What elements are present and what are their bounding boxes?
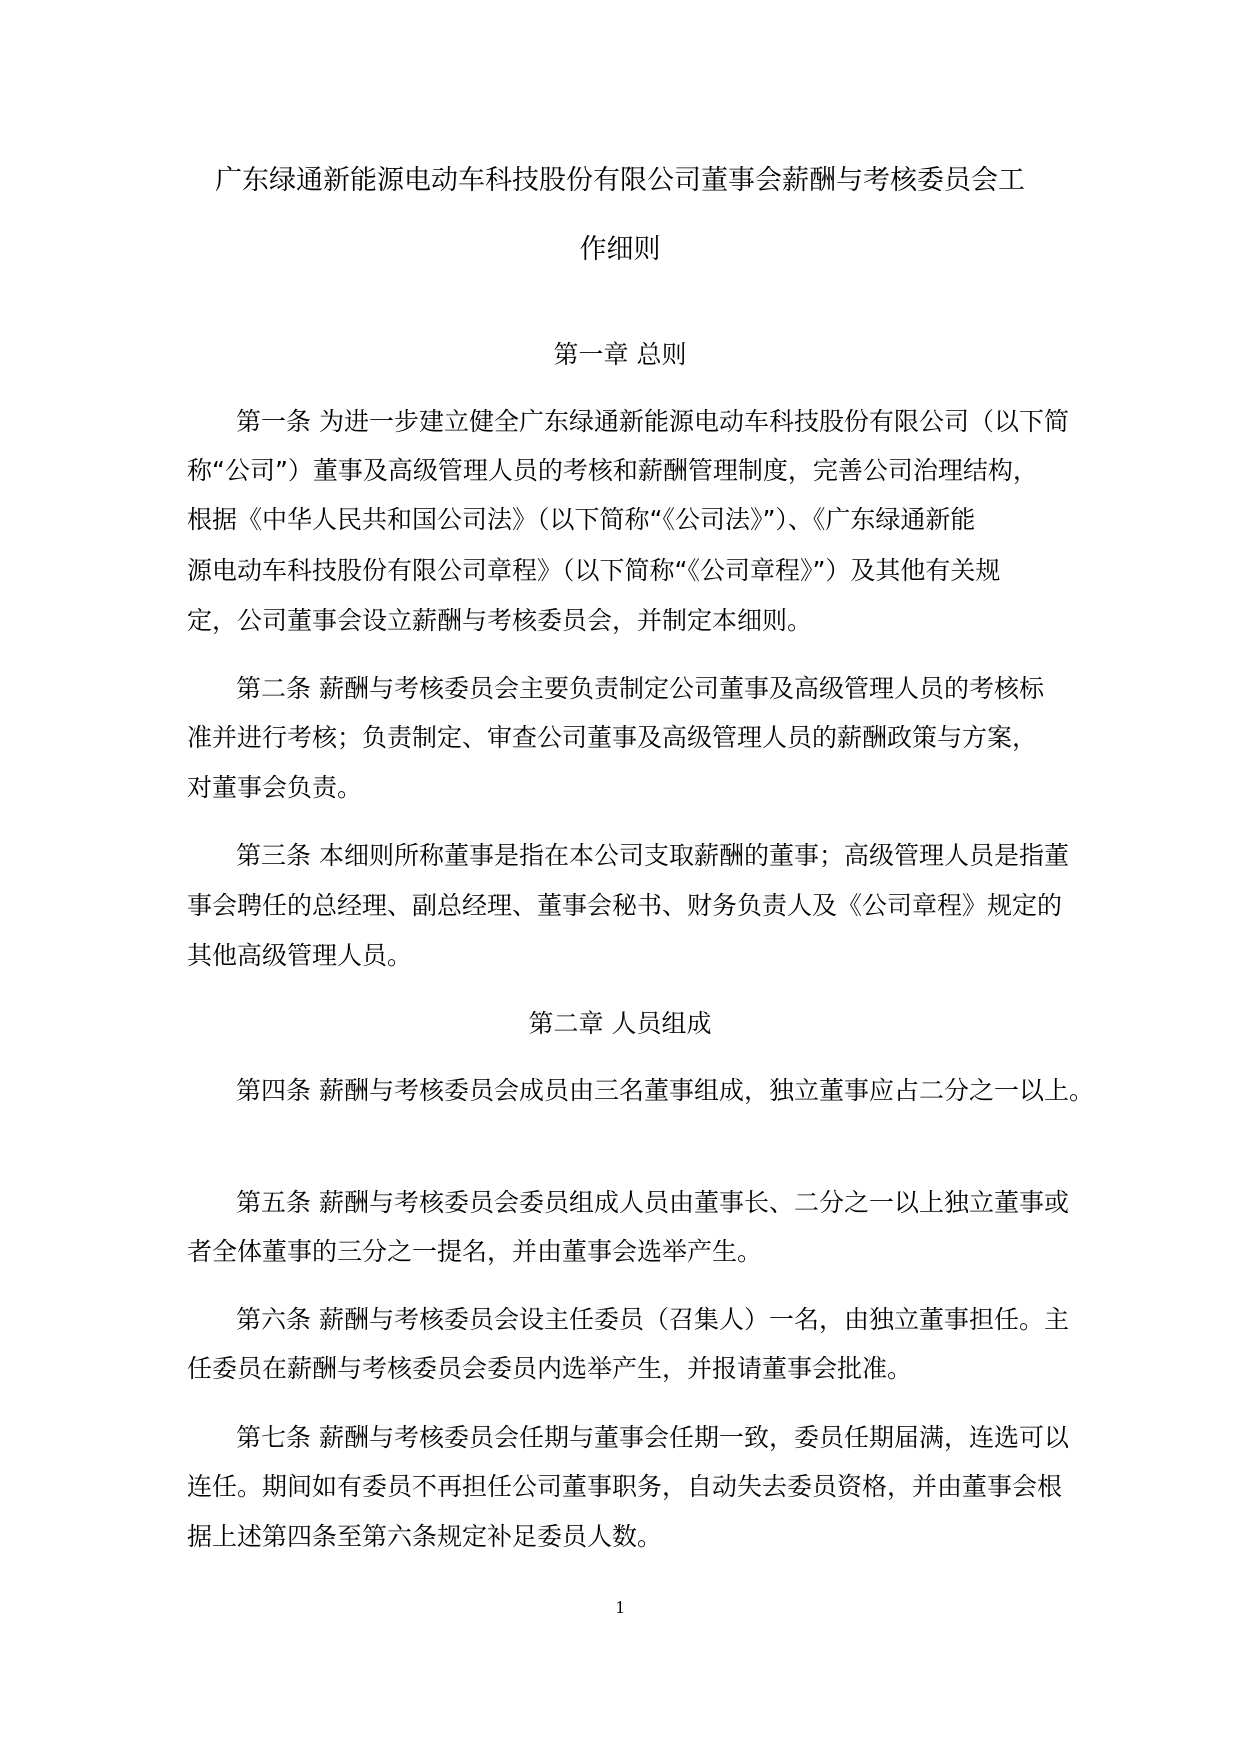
article-4-line: 第四条 薪酬与考核委员会成员由三名董事组成，独立董事应占二分之一以上。: [236, 1076, 1094, 1105]
article-6-line: 第六条 薪酬与考核委员会设主任委员（召集人）一名，由独立董事担任。主: [236, 1305, 1069, 1334]
article-2-line: 第二条 薪酬与考核委员会主要负责制定公司董事及高级管理人员的考核标: [236, 674, 1044, 703]
article-2-line: 准并进行考核；负责制定、审查公司董事及高级管理人员的薪酬政策与方案，: [187, 723, 1038, 752]
article-3-line: 其他高级管理人员。: [187, 941, 413, 970]
article-1-line: 源电动车科技股份有限公司章程》（以下简称“《公司章程》”）及其他有关规: [187, 556, 1001, 585]
article-3-line: 第三条 本细则所称董事是指在本公司支取薪酬的董事；高级管理人员是指董: [236, 841, 1069, 870]
article-1-line: 称“公司”）董事及高级管理人员的考核和薪酬管理制度，完善公司治理结构，: [187, 456, 1038, 485]
article-1-line: 定，公司董事会设立薪酬与考核委员会，并制定本细则。: [187, 606, 813, 635]
article-7-line: 据上述第四条至第六条规定补足委员人数。: [187, 1522, 663, 1551]
article-5-line: 第五条 薪酬与考核委员会委员组成人员由董事长、二分之一以上独立董事或: [236, 1188, 1069, 1217]
article-6-line: 任委员在薪酬与考核委员会委员内选举产生，并报请董事会批准。: [187, 1354, 913, 1383]
article-2-line: 对董事会负责。: [187, 773, 363, 802]
chapter-heading-2: 第二章 人员组成: [528, 1009, 712, 1038]
document-title-line-2: 作细则: [579, 234, 661, 265]
article-7-line: 第七条 薪酬与考核委员会任期与董事会任期一致，委员任期届满，连选可以: [236, 1423, 1069, 1452]
article-1-line: 第一条 为进一步建立健全广东绿通新能源电动车科技股份有限公司（以下简: [236, 407, 1069, 436]
article-7-line: 连任。期间如有委员不再担任公司董事职务，自动失去委员资格，并由董事会根: [187, 1472, 1063, 1501]
article-1-line: 根据《中华人民共和国公司法》（以下简称“《公司法》”）、《广东绿通新能: [187, 505, 976, 534]
document-title-line-1: 广东绿通新能源电动车科技股份有限公司董事会薪酬与考核委员会工: [215, 165, 1025, 196]
article-3-line: 事会聘任的总经理、副总经理、董事会秘书、财务负责人及《公司章程》规定的: [187, 891, 1063, 920]
chapter-heading-1: 第一章 总则: [553, 340, 687, 369]
article-5-line: 者全体董事的三分之一提名，并由董事会选举产生。: [187, 1237, 763, 1266]
page-number: 1: [615, 1597, 625, 1617]
